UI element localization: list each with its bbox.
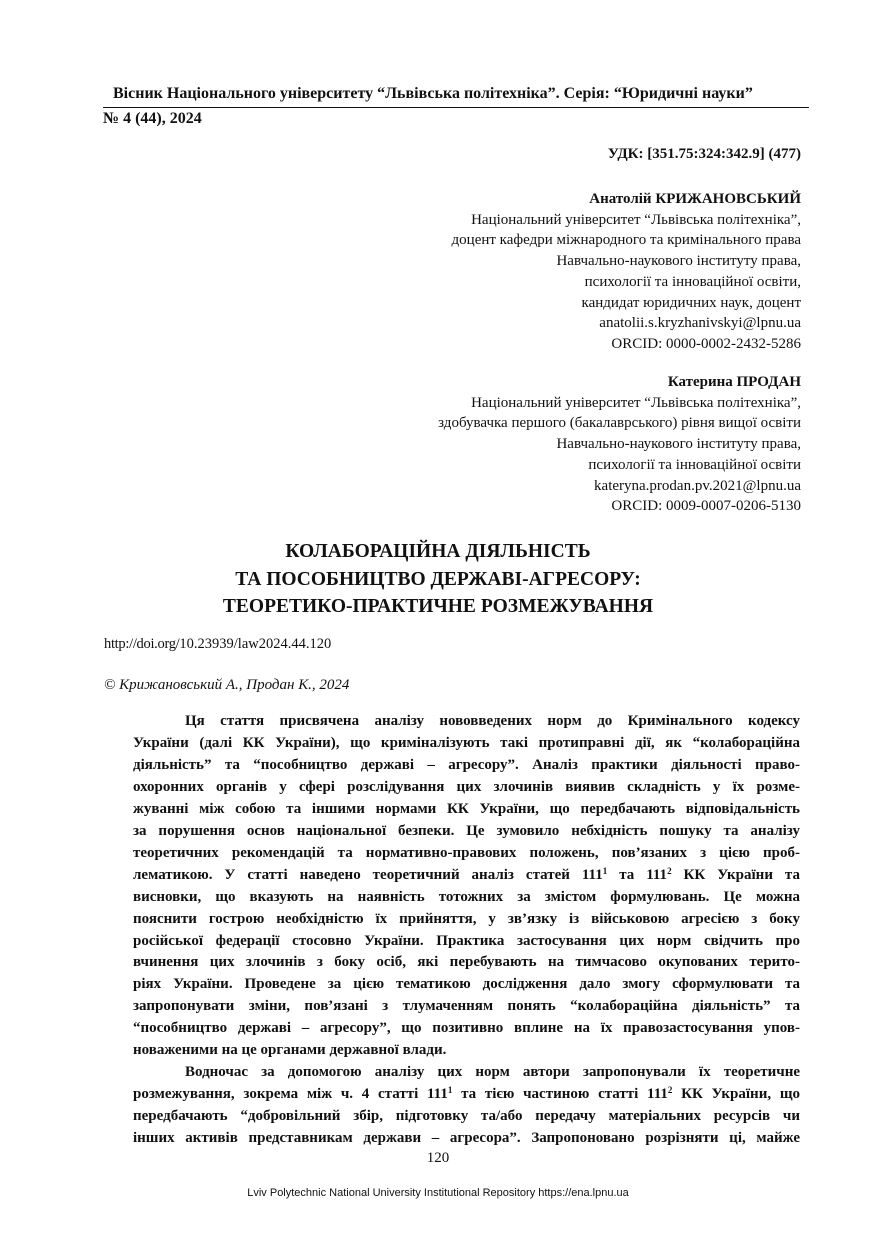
issue-number: № 4 (44), 2024: [103, 110, 202, 127]
abstract-line: [133, 974, 800, 996]
journal-title: Вісник Національного університету “Львівська політехніка”. Серія: “Юридичні науки”: [113, 85, 753, 102]
superscript: 1: [602, 865, 608, 876]
abstract-text: пояснити гострою необхідністю їх прийняття, у зв’язку із військовою агресією з боку: [133, 910, 800, 927]
author-institute: Навчально-наукового інституту права,: [556, 436, 801, 453]
author-affiliation: Національний університет “Львівська політехніка”,: [471, 394, 801, 411]
abstract-line: [133, 887, 800, 909]
abstract-line: [133, 799, 800, 821]
author-email[interactable]: anatolii.s.kryzhanivskyi@lpnu.ua: [599, 315, 801, 332]
abstract-line: [133, 843, 800, 865]
abstract-text: теоретичних рекомендацій та нормативно-правових положень, пов’язаних з цією проб-: [133, 844, 800, 861]
abstract-line: [133, 1062, 800, 1084]
abstract-text: охоронних органів у сфері розслідування цих злочинів виявив складність у їх розме-: [133, 778, 800, 795]
abstract-line: [133, 865, 800, 887]
author-position: доцент кафедри міжнародного та кримінального права: [451, 232, 801, 249]
abstract-line: [133, 711, 800, 733]
abstract-line: [133, 1106, 800, 1128]
abstract-text: російської федерації стосовно України. Практика застосування цих норм свідчить про: [133, 932, 800, 949]
abstract-text: інших активів представникам держави – агресора”. Запропоновано розрізняти ці, майже: [133, 1130, 800, 1147]
doi-link[interactable]: [104, 636, 331, 653]
abstract-text: передбачають “добровільний збір, підготовку та/або передачу матеріальних ресурсів чи: [133, 1108, 800, 1125]
abstract-text: КК України та: [671, 866, 800, 883]
abstract-text: розмежування, зокрема між ч. 4 статті 111: [133, 1086, 448, 1103]
abstract-text: ріях України. Проведене за цією тематикою дослідження дало змогу сформулювати та: [133, 976, 800, 993]
title-line: КОЛАБОРАЦІЙНА ДІЯЛЬНІСТЬ: [285, 541, 591, 562]
author-orcid: ORCID: 0000-0002-2432-5286: [611, 335, 801, 352]
abstract-line: [133, 1084, 800, 1106]
abstract-text: та 111: [607, 866, 668, 883]
author-name: Катерина ПРОДАН: [667, 374, 801, 390]
abstract-text: Ця стаття присвячена аналізу нововведених норм до Кримінального кодексу: [185, 713, 800, 729]
abstract-text: КК України, що: [672, 1086, 800, 1103]
abstract-line: [133, 952, 800, 974]
author-email[interactable]: kateryna.prodan.pv.2021@lpnu.ua: [594, 477, 801, 494]
abstract-line: [133, 733, 800, 755]
abstract-line: [133, 1040, 800, 1062]
superscript: 2: [667, 1085, 673, 1096]
abstract-line: [133, 1018, 800, 1040]
abstract-text: за порушення основ національної безпеки. Це зумовило небхідність пошуку та аналізу: [133, 822, 800, 839]
abstract-text: висновки, що вказують на наявність тотожних за змістом формулювань. Це можна: [133, 888, 800, 905]
abstract-line: [133, 996, 800, 1018]
abstract-text: “пособництво державі – агресору”, що позитивно вплине на їх правозастосування упов-: [133, 1020, 800, 1037]
doi-prefix: http://doi.org/: [104, 636, 180, 652]
abstract-line: [133, 821, 800, 843]
author-degree: кандидат юридичних наук, доцент: [581, 294, 801, 311]
author-orcid: ORCID: 0009-0007-0206-5130: [611, 498, 801, 515]
abstract-text: жуванні між собою та іншими нормами КК України, що передбачають відповідальність: [133, 800, 800, 817]
udk-code: УДК: [351.75:324:342.9] (477): [607, 146, 801, 162]
doi-id: 10.23939/law2024.44.120: [179, 636, 332, 652]
author-institute: психології та інноваційної освіти: [588, 456, 801, 473]
abstract-text: запропонувати зміни, пов’язані з тлумаченням понять “колабораційна діяльність” та: [133, 998, 800, 1015]
author-institute: Навчально-наукового інституту права,: [556, 253, 801, 270]
copyright: © Крижановський А., Продан К., 2024: [104, 677, 350, 693]
author-affiliation: Національний університет “Львівська політехніка”,: [471, 211, 801, 228]
abstract: [133, 711, 800, 1150]
superscript: 2: [667, 865, 672, 876]
repository-footer: Lviv Polytechnic National University Institutional Repository https://ena.lpnu.ua: [247, 1187, 629, 1199]
abstract-text: діяльність” та “пособництво державі – агресору”. Аналіз практики діяльності право-: [133, 756, 800, 773]
abstract-line: [133, 909, 800, 931]
author-name: Анатолій КРИЖАНОВСЬКИЙ: [589, 191, 801, 207]
abstract-text: Водночас за допомогою аналізу цих норм автори запропонували їх теоретичне: [185, 1064, 800, 1081]
abstract-line: [133, 755, 800, 777]
author-block: [438, 372, 801, 517]
abstract-text: України (далі КК України), що криміналізують такі протиправні дії, як “колабораційна: [133, 734, 800, 751]
author-block: [452, 189, 801, 355]
author-position: здобувачка першого (бакалаврського) рівня вищої освіти: [438, 415, 801, 432]
abstract-line: [133, 777, 800, 799]
abstract-text: та тією частиною статті 111: [452, 1086, 668, 1103]
author-institute: психології та інноваційної освіти,: [584, 273, 801, 290]
title-line: ТЕОРЕТИКО-ПРАКТИЧНЕ РОЗМЕЖУВАННЯ: [222, 596, 654, 617]
title-line: ТА ПОСОБНИЦТВО ДЕРЖАВІ-АГРЕСОРУ:: [235, 568, 641, 590]
page-number: 120: [426, 1150, 450, 1166]
superscript: 1: [447, 1085, 453, 1096]
abstract-text: лематикою. У статті наведено теоретичний аналіз статей 111: [133, 866, 603, 883]
header-rule: [103, 107, 809, 108]
abstract-text: вчинення цих злочинів з боку осіб, які перебувають на тимчасово окупованих терито-: [133, 954, 800, 971]
abstract-line: [133, 931, 800, 953]
abstract-text: новаженими на це органами державної влади.: [133, 1042, 447, 1059]
article-title: [0, 538, 876, 621]
abstract-line: [133, 1128, 800, 1150]
